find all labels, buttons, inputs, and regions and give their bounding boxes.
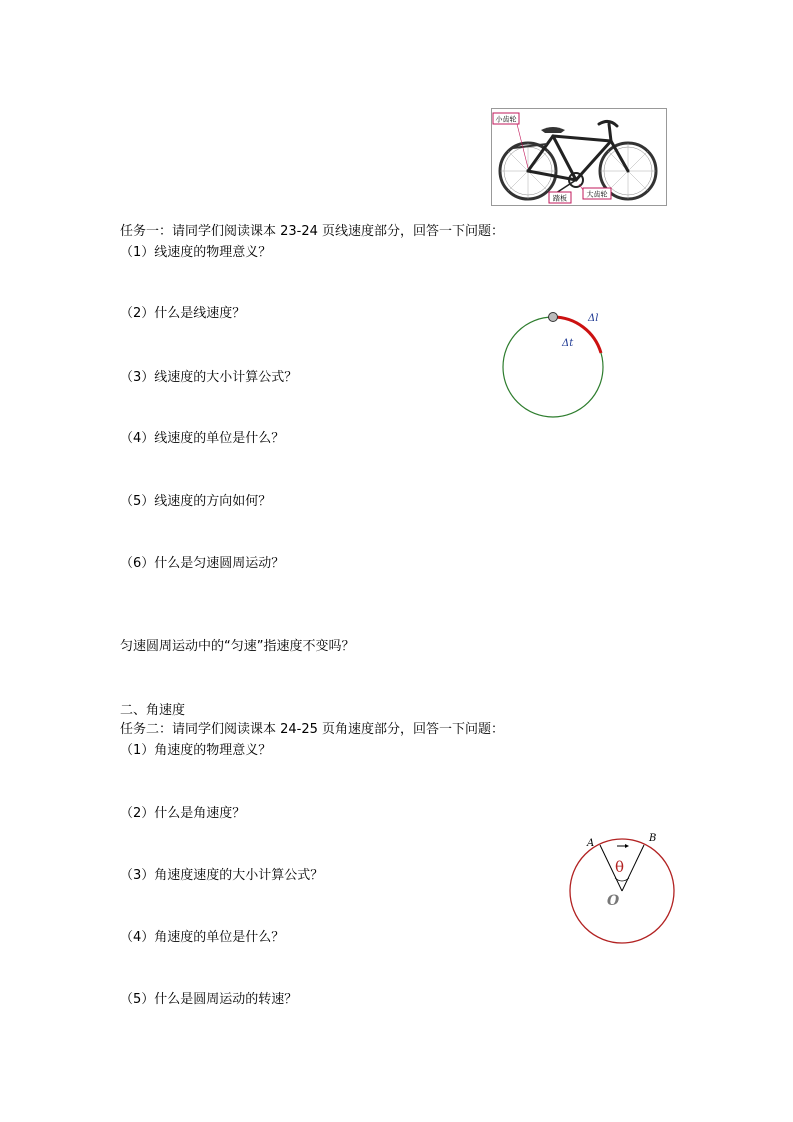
question-2-5: （5）什么是圆周运动的转速？: [120, 992, 298, 1007]
small-gear-label: 小齿轮: [495, 115, 517, 124]
question-1-5: （5）线速度的方向如何？: [120, 494, 272, 509]
angular-velocity-figure: [565, 828, 680, 948]
point-b-label: B: [649, 833, 657, 844]
uniform-motion-note: 匀速圆周运动中的“匀速”指速度不变吗？: [120, 639, 355, 654]
delta-l-label: Δl: [588, 313, 599, 324]
question-1-3: （3）线速度的大小计算公式？: [120, 370, 298, 385]
point-a-label: A: [587, 838, 595, 849]
linear-velocity-figure: [495, 306, 620, 422]
question-1-1: （1）线速度的物理意义？: [120, 245, 272, 260]
task-one: 任务一：请同学们阅读课本 23-24 页线速度部分，回答一下问题：: [120, 224, 505, 239]
question-1-2: （2）什么是线速度？: [120, 306, 246, 321]
question-2-3: （3）角速度速度的大小计算公式？: [120, 868, 324, 883]
question-2-1: （1）角速度的物理意义？: [120, 743, 272, 758]
task-two: 任务二：请同学们阅读课本 24-25 页角速度部分，回答一下问题：: [120, 722, 505, 737]
center-o-label: O: [607, 893, 620, 909]
bicycle-figure: [491, 108, 667, 206]
question-1-6: （6）什么是匀速圆周运动？: [120, 556, 285, 571]
big-gear-label: 大齿轮: [586, 190, 608, 199]
question-1-4: （4）线速度的单位是什么？: [120, 431, 285, 446]
moving-particle: [549, 313, 558, 322]
section-two-heading: 二、角速度: [120, 703, 186, 718]
pedal-label: 踏板: [553, 194, 567, 203]
theta-label: θ: [615, 858, 625, 876]
question-2-4: （4）角速度的单位是什么？: [120, 930, 285, 945]
question-2-2: （2）什么是角速度？: [120, 806, 246, 821]
delta-t-label: Δt: [562, 338, 574, 349]
